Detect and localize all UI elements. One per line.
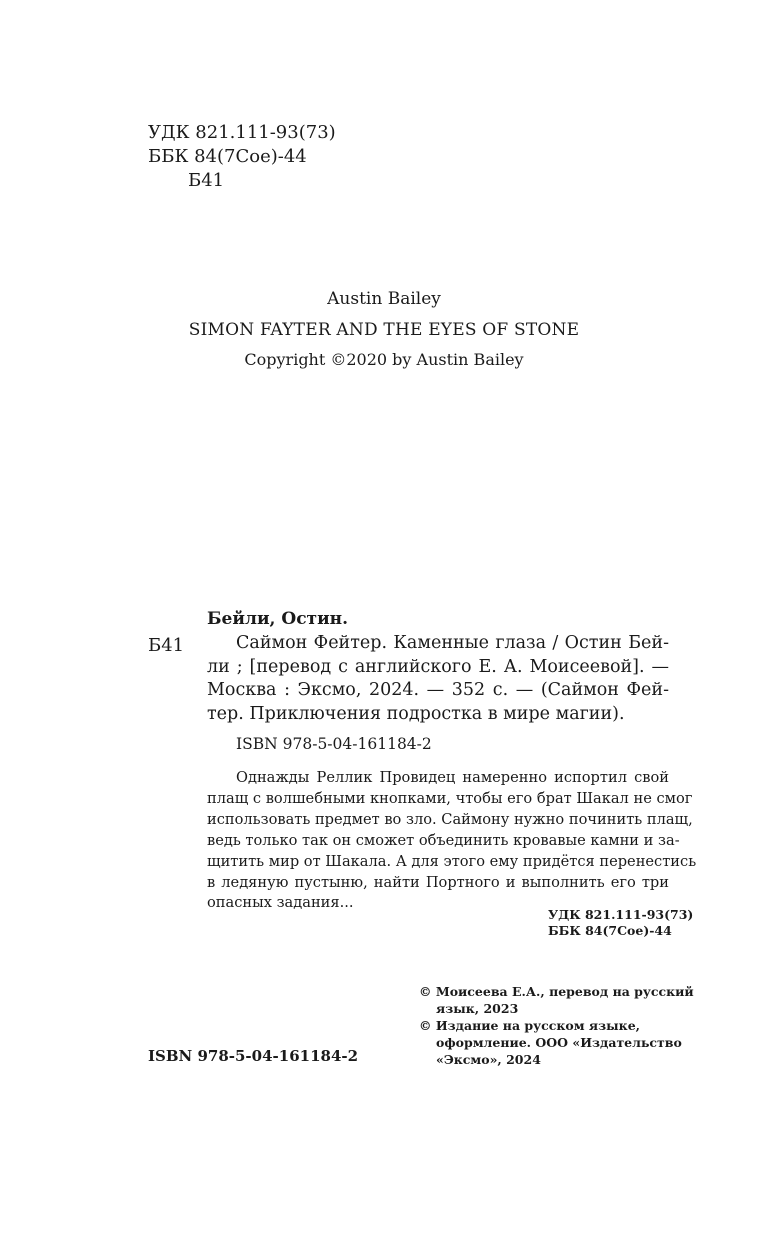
annotation-line: в ледяную пустыню, найти Портного и выполнить его три: [207, 873, 669, 891]
udk-code-top: УДК 821.111-93(73): [148, 122, 336, 143]
annotation-line: использовать предмет во зло. Саймону нужно починить плащ,: [207, 810, 693, 828]
translation-copyright: © Моисеева Е.А., перевод на русский: [419, 984, 694, 999]
record-heading: Бейли, Остин.: [207, 609, 349, 629]
edition-copyright-cont: «Эксмо», 2024: [436, 1052, 541, 1067]
annotation-line: щитить мир от Шакала. А для этого ему придётся перенестись: [207, 852, 697, 870]
record-line: тер. Приключения подростка в мире магии).: [207, 704, 625, 725]
record-line: ли ; [перевод с английского Е. А. Моисеевой]. —: [207, 656, 669, 677]
translation-copyright-cont: язык, 2023: [436, 1001, 519, 1016]
annotation-line: ведь только так он сможет объединить кровавые камни и за-: [207, 831, 680, 849]
original-copyright: Copyright ©2020 by Austin Bailey: [244, 350, 524, 369]
original-author: Austin Bailey: [327, 289, 441, 309]
record-isbn: ISBN 978-5-04-161184-2: [236, 735, 432, 753]
record-line: Саймон Фейтер. Каменные глаза / Остин Бей-: [236, 633, 669, 653]
record-line: Москва : Эксмо, 2024. — 352 с. — (Саймон Фей-: [207, 680, 669, 701]
edition-copyright-cont: оформление. ООО «Издательство: [436, 1035, 682, 1050]
bbk-code-top: ББК 84(7Сое)-44: [148, 146, 307, 167]
record-author-mark: Б41: [148, 635, 185, 656]
record-description: [207, 632, 669, 727]
isbn-bottom: ISBN 978-5-04-161184-2: [148, 1047, 359, 1065]
copyright-notices: [419, 983, 694, 1068]
original-title: SIMON FAYTER AND THE EYES OF STONE: [188, 320, 580, 340]
udk-code-bottom: УДК 821.111-93(73): [548, 907, 694, 922]
edition-copyright: © Издание на русском языке,: [419, 1018, 641, 1033]
annotation-line: Однажды Реллик Провидец намеренно испортил свой: [236, 769, 669, 786]
annotation-line: опасных задания...: [207, 894, 354, 912]
bbk-code-bottom: ББК 84(7Сое)-44: [548, 923, 672, 938]
author-mark-top: Б41: [188, 170, 225, 191]
annotation-line: плащ с волшебными кнопками, чтобы его брат Шакал не смог: [207, 789, 693, 807]
annotation: [207, 768, 697, 914]
